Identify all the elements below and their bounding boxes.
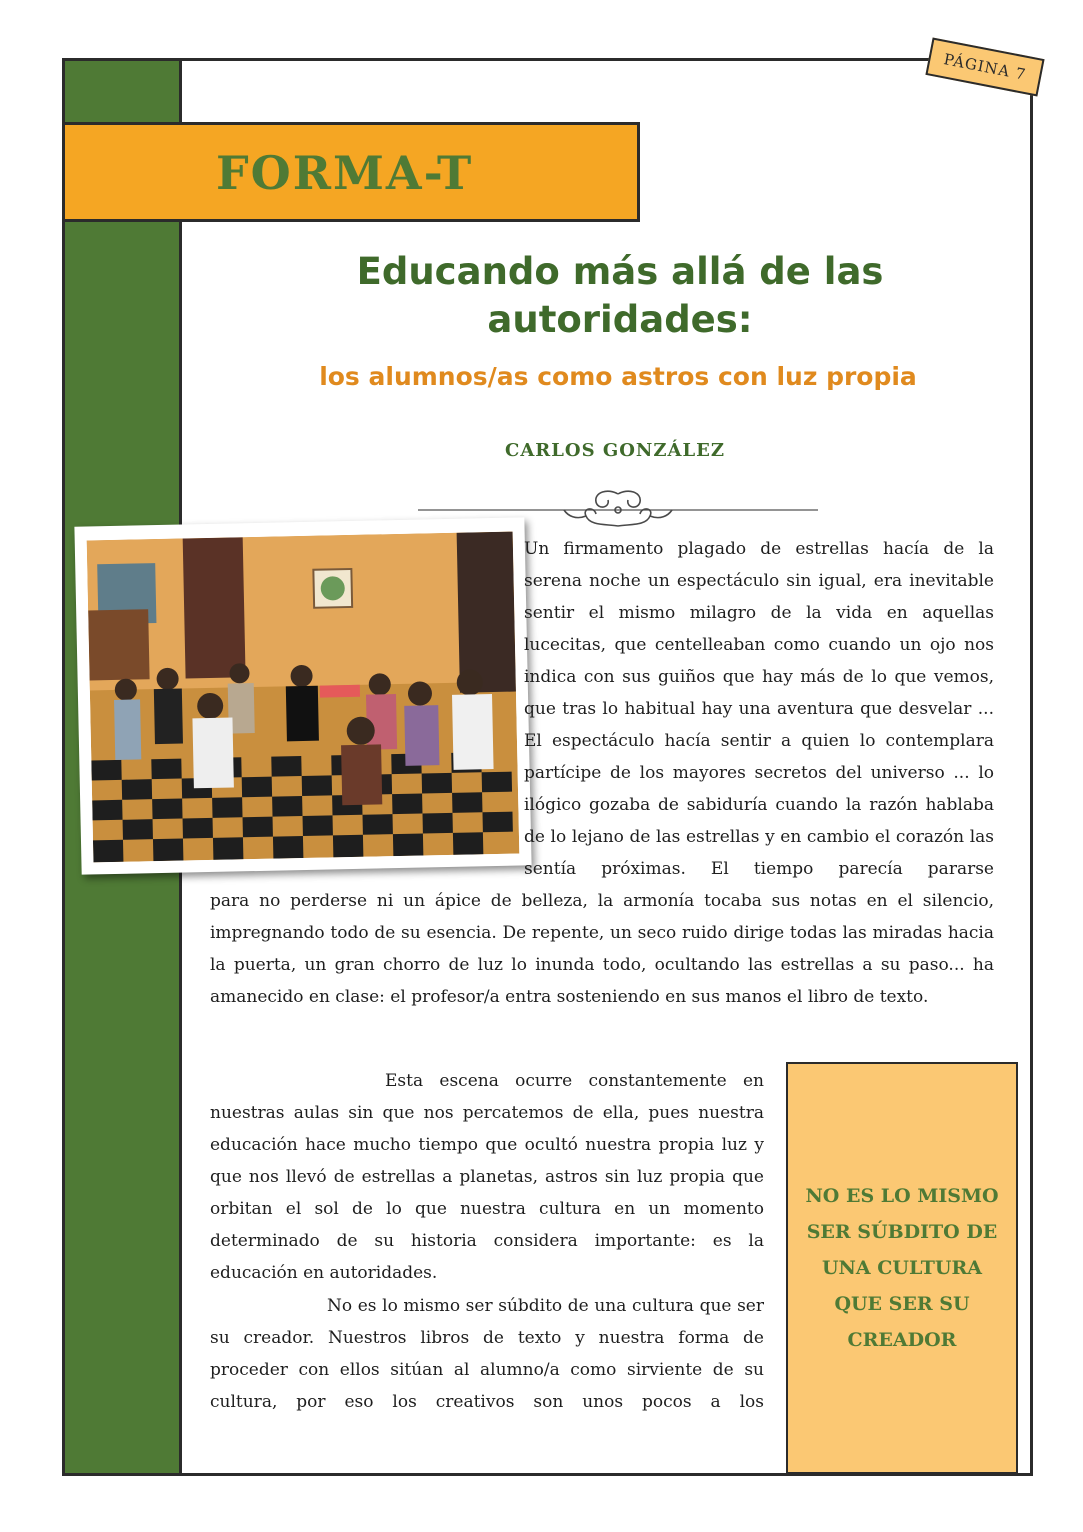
classroom-photo-image <box>87 532 520 863</box>
article-title <box>240 248 1000 344</box>
paragraph-1-continued: para no perderse ni un ápice de belleza, la armonía tocaba sus notas en el silencio, impregnando todo de su esencia. De repente, un seco ruido dirige todas las miradas hacia la puerta, un gran chorro de luz lo inunda todo, ocultando las estrellas a su paso... ha amanecido en clase: el profesor/a entra sosteniendo en sus manos el libro de texto. <box>210 891 994 1007</box>
paragraph-1-wrap: Un firmamento plagado de estrellas hacía de la serena noche un espectáculo sin igual, era inevitable sentir el mismo milagro de la vida en aquellas lucecitas, que centelleaban como cuando un ojo nos indica con sus guiños que hay más de lo que vemos, que tras lo habitual hay una aventura que desvelar ... El espectáculo hacía sentir a quien lo contemplara partícipe de los mayores secretos del universo ... lo ilógico gozaba de sabiduría cuando la razón hablaba de lo lejano de las estrellas y en cambio el corazón las sentía próximas. El tiempo parecía pararse <box>524 539 994 879</box>
pull-quote-box <box>786 1062 1018 1474</box>
classroom-photo <box>74 517 531 874</box>
pull-quote-text: NO ES LO MISMO SER SÚBDITO DE UNA CULTURA QUE SER SU CREADOR <box>805 1185 999 1351</box>
page-number-tag: PÁGINA 7 <box>925 37 1044 96</box>
paragraph-2: Esta escena ocurre constantemente en nuestras aulas sin que nos percatemos de ella, pues nuestra educación hace mucho tiempo que ocultó nuestra propia luz y que nos llevó de estrellas a planetas, astros sin luz propia que orbitan el sol de lo que nuestra cultura en un momento determinado de su historia considera importante: es la educación en autoridades. <box>210 1071 764 1283</box>
section-title: FORMA-T <box>216 146 474 200</box>
article-author: CARLOS GONZÁLEZ <box>505 440 725 461</box>
paragraph-3: No es lo mismo ser súbdito de una cultura que ser su creador. Nuestros libros de texto y nuestra forma de proceder con ellos sitúan al alumno/a como sirviente de su cultura, por eso los creativos son unos pocos a los <box>210 1296 764 1412</box>
article-title-line1: Educando más allá de las <box>356 250 884 293</box>
article-title-line2: autoridades: <box>487 298 753 341</box>
article-subtitle: los alumnos/as como astros con luz propia <box>319 362 917 391</box>
